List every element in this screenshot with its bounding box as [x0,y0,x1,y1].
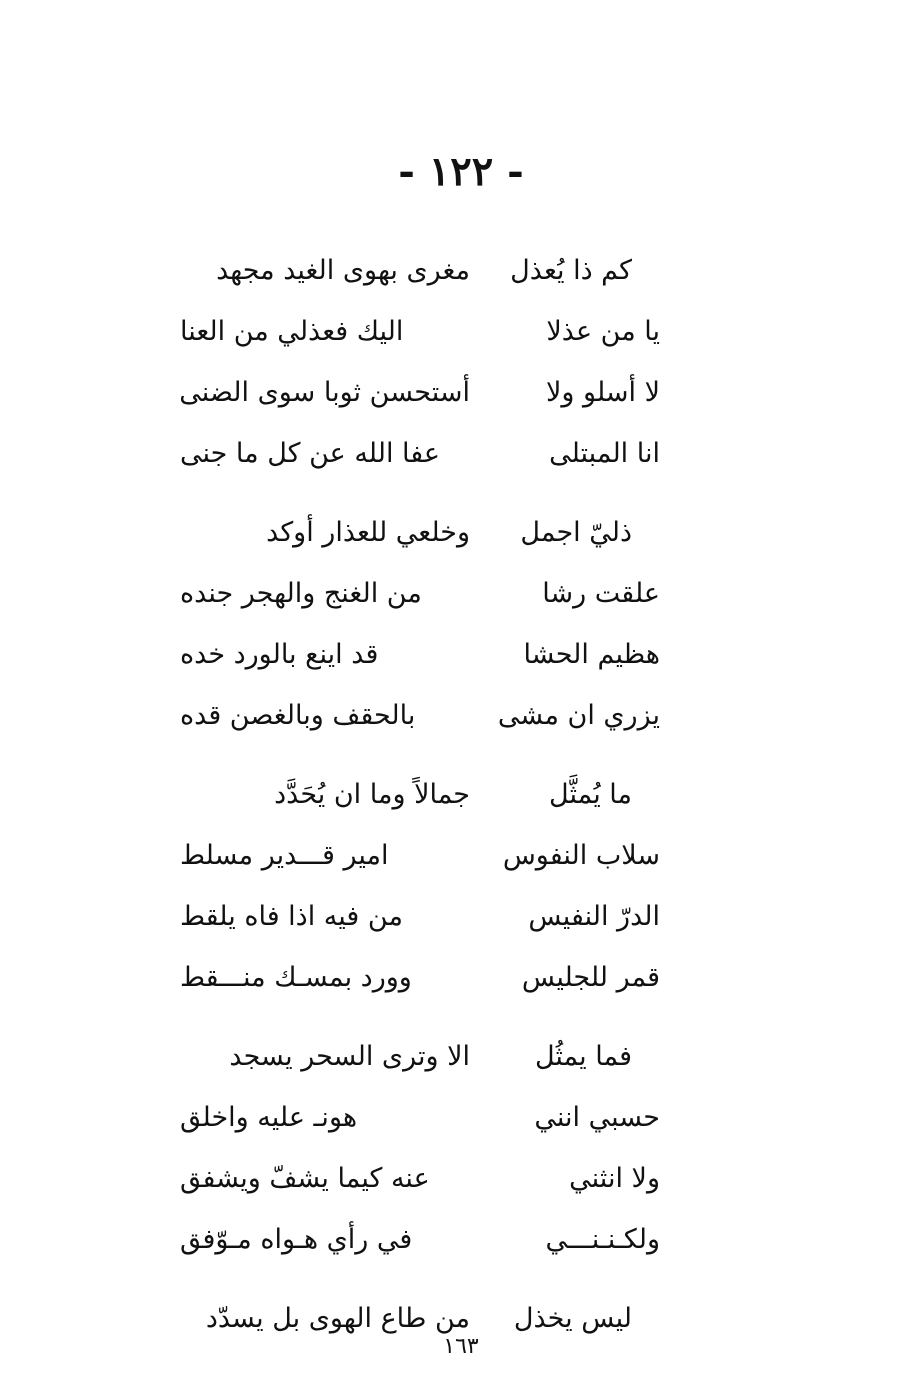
second-hemistich: مغرى بهوى الغيد مجهد [216,255,470,286]
first-hemistich: لا أسلو ولا [545,377,660,408]
poem [180,240,660,1367]
first-hemistich: قمر للجليس [521,962,660,993]
refrain-line [180,502,660,563]
first-hemistich: انا المبتلى [549,438,660,469]
first-hemistich: ولا انثني [569,1163,660,1194]
verse-line [180,624,660,685]
refrain-line [180,764,660,825]
second-hemistich: اليك فعذلي من العنا [180,316,404,347]
first-hemistich: فما يمثُل [534,1041,632,1072]
first-hemistich: حسبي انني [534,1102,660,1133]
verse-line [180,1087,660,1148]
verse-line [180,825,660,886]
second-hemistich: الا وترى السحر يسجد [229,1041,470,1072]
first-hemistich: هظيم الحشا [523,639,660,670]
verse-line [180,886,660,947]
second-hemistich: أستحسن ثوبا سوى الضنى [179,377,470,408]
second-hemistich: بالحقف وبالغصن قده [180,700,416,731]
first-hemistich: ليس يخذل [513,1303,632,1334]
second-hemistich: من فيه اذا فاه يلقط [180,901,403,932]
second-hemistich: في رأي هـواه مـوّفق [180,1224,413,1255]
second-hemistich: عنه كيما يشفّ ويشفق [180,1163,430,1194]
first-hemistich: ولكـنـنـــي [545,1224,660,1255]
stanza [180,502,660,746]
first-hemistich: يزري ان مشى [497,700,660,731]
footer-page-number: ١٦٣ [443,1334,479,1359]
refrain-line [180,1026,660,1087]
verse-line [180,301,660,362]
stanza [180,1026,660,1270]
first-hemistich: ما يُمثَّل [549,779,632,810]
first-hemistich: ذليّ اجمل [520,517,632,548]
verse-line [180,423,660,484]
first-hemistich: سلاب النفوس [502,840,660,871]
page-number: - ١٢٢ - [398,148,524,195]
first-hemistich: علقت رشا [542,578,660,609]
second-hemistich: قد اينع بالورد خده [180,639,379,670]
verse-line [180,685,660,746]
second-hemistich: وورد بمسـك منـــقط [180,962,412,993]
second-hemistich: وخلعي للعذار أوكد [266,517,470,548]
stanza [180,240,660,484]
verse-line [180,947,660,1008]
first-hemistich: يا من عذلا [546,316,660,347]
second-hemistich: من طاع الهوى بل يسدّد [205,1303,470,1334]
verse-line [180,563,660,624]
first-hemistich: كم ذا يُعذل [510,255,632,286]
first-hemistich: الدرّ النفيس [528,901,660,932]
second-hemistich: عفا الله عن كل ما جنى [180,438,441,469]
second-hemistich: امير قـــدير مسلط [180,840,389,871]
verse-line [180,362,660,423]
verse-line [180,1148,660,1209]
verse-line [180,1209,660,1270]
refrain-line [180,240,660,301]
second-hemistich: من الغنج والهجر جنده [180,578,422,609]
second-hemistich: هونـ عليه واخلق [180,1102,358,1133]
second-hemistich: جمالاً وما ان يُحَدَّد [274,779,470,810]
stanza [180,764,660,1008]
